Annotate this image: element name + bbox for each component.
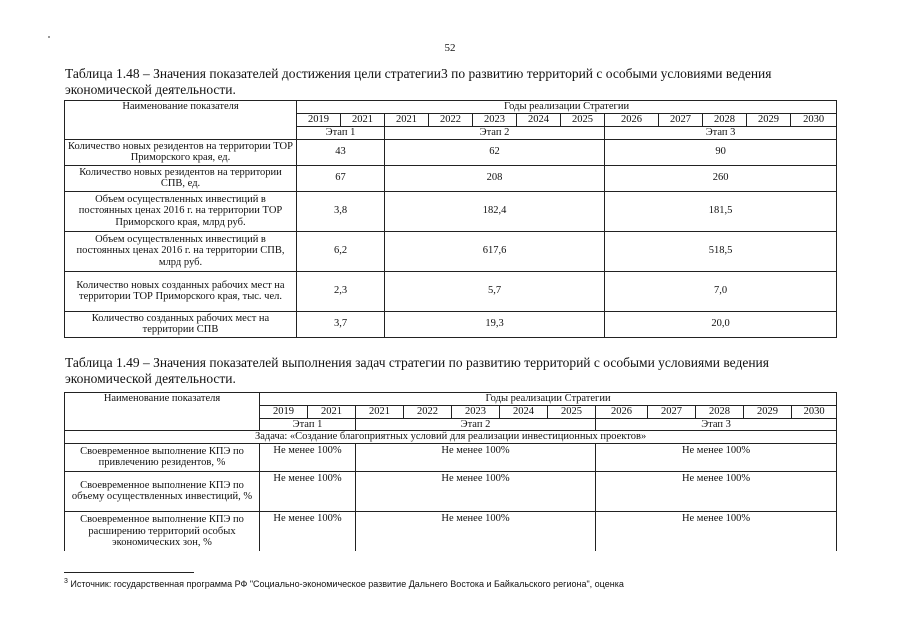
table1-year: 2021 (385, 114, 429, 127)
stage1-value: Не менее 100% (260, 511, 356, 551)
table-row (65, 311, 837, 337)
row-name: Своевременное выполнение КПЭ по объему осуществленных инвестиций, % (65, 471, 260, 511)
table2-year: 2027 (648, 406, 696, 419)
stage3-value: Не менее 100% (596, 471, 837, 511)
table2-header-name: Наименование показателя (65, 393, 260, 431)
table2-year: 2019 (260, 406, 308, 419)
table1-year: 2028 (703, 114, 747, 127)
table1-caption: Таблица 1.48 – Значения показателей достижения цели стратегии3 по развитию территорий с особыми условиями ведения экономической деятельности. (65, 66, 772, 97)
table-row (65, 271, 837, 311)
table-row (65, 471, 837, 511)
table1-year: 2027 (659, 114, 703, 127)
table1-year: 2030 (791, 114, 837, 127)
row-name: Количество новых резидентов на территории ТОР Приморского края, ед. (65, 139, 297, 165)
stage3-value: Не менее 100% (596, 511, 837, 551)
footnote (64, 578, 844, 589)
table-row (65, 191, 837, 231)
stage2-value: Не менее 100% (356, 471, 596, 511)
stage2-value: Не менее 100% (356, 443, 596, 471)
table-row (65, 231, 837, 271)
footnote-separator (64, 572, 194, 573)
stage3-value: 181,5 (605, 191, 837, 231)
stage3-value: 7,0 (605, 271, 837, 311)
table2-year: 2022 (404, 406, 452, 419)
table1-year: 2026 (605, 114, 659, 127)
row-name: Объем осуществленных инвестиций в постоянных ценах 2016 г. на территории ТОР Приморского края, млрд руб. (65, 191, 297, 231)
stage3-value: 20,0 (605, 311, 837, 337)
stage1-value: 3,8 (297, 191, 385, 231)
stage3-value: Не менее 100% (596, 443, 837, 471)
page-number: 52 (444, 42, 456, 54)
stage1-value: 67 (297, 165, 385, 191)
table-row (65, 443, 837, 471)
stage2-value: 617,6 (385, 231, 605, 271)
stage2-value: Не менее 100% (356, 511, 596, 551)
row-name: Количество новых резидентов на территории СПВ, ед. (65, 165, 297, 191)
table2-year: 2028 (696, 406, 744, 419)
table2-year: 2025 (548, 406, 596, 419)
table1-year: 2022 (429, 114, 473, 127)
table2-stage: Этап 1 (260, 418, 356, 431)
table2 (64, 392, 837, 551)
stage1-value: Не менее 100% (260, 443, 356, 471)
footnote-text: Источник: государственная программа РФ "Социально-экономическое развитие Дальнего Востока и Байкальского региона", оценка (70, 579, 624, 589)
stage2-value: 19,3 (385, 311, 605, 337)
table2-year: 2021 (356, 406, 404, 419)
stage2-value: 208 (385, 165, 605, 191)
stage2-value: 62 (385, 139, 605, 165)
table1-year: 2025 (561, 114, 605, 127)
task-row: Задача: «Создание благоприятных условий для реализации инвестиционных проектов» (65, 431, 837, 444)
footnote-marker: 3 (64, 578, 68, 585)
table1-header-years: Годы реализации Стратегии (297, 101, 837, 114)
stage3-value: 260 (605, 165, 837, 191)
stage3-value: 518,5 (605, 231, 837, 271)
table2-header-years: Годы реализации Стратегии (260, 393, 837, 406)
table1-header-name: Наименование показателя (65, 101, 297, 140)
row-name: Количество созданных рабочих мест на территории СПВ (65, 311, 297, 337)
table2-stage: Этап 2 (356, 418, 596, 431)
table1-year: 2021 (341, 114, 385, 127)
table1 (64, 100, 837, 338)
table1-stage: Этап 1 (297, 126, 385, 139)
table-row (65, 139, 837, 165)
scan-dot (48, 36, 50, 38)
stage1-value: 6,2 (297, 231, 385, 271)
table1-year: 2029 (747, 114, 791, 127)
table2-stage: Этап 3 (596, 418, 837, 431)
table-row (65, 165, 837, 191)
stage1-value: Не менее 100% (260, 471, 356, 511)
table1-stage: Этап 2 (385, 126, 605, 139)
table2-year: 2026 (596, 406, 648, 419)
row-name: Своевременное выполнение КПЭ по расширению территорий особых экономических зон, % (65, 511, 260, 551)
table2-caption: Таблица 1.49 – Значения показателей выполнения задач стратегии по развитию территорий с особыми условиями ведения экономической деятельности. (65, 355, 769, 386)
table-row (65, 511, 837, 551)
table2-year: 2023 (452, 406, 500, 419)
table2-year: 2021 (308, 406, 356, 419)
table2-year: 2030 (792, 406, 837, 419)
row-name: Объем осуществленных инвестиций в постоянных ценах 2016 г. на территории СПВ, млрд руб. (65, 231, 297, 271)
stage3-value: 90 (605, 139, 837, 165)
stage1-value: 3,7 (297, 311, 385, 337)
table2-year: 2024 (500, 406, 548, 419)
table1-year: 2019 (297, 114, 341, 127)
stage2-value: 5,7 (385, 271, 605, 311)
row-name: Количество новых созданных рабочих мест на территории ТОР Приморского края, тыс. чел. (65, 271, 297, 311)
row-name: Своевременное выполнение КПЭ по привлечению резидентов, % (65, 443, 260, 471)
stage1-value: 43 (297, 139, 385, 165)
stage2-value: 182,4 (385, 191, 605, 231)
table1-year: 2024 (517, 114, 561, 127)
table1-stage: Этап 3 (605, 126, 837, 139)
table1-year: 2023 (473, 114, 517, 127)
stage1-value: 2,3 (297, 271, 385, 311)
table2-year: 2029 (744, 406, 792, 419)
